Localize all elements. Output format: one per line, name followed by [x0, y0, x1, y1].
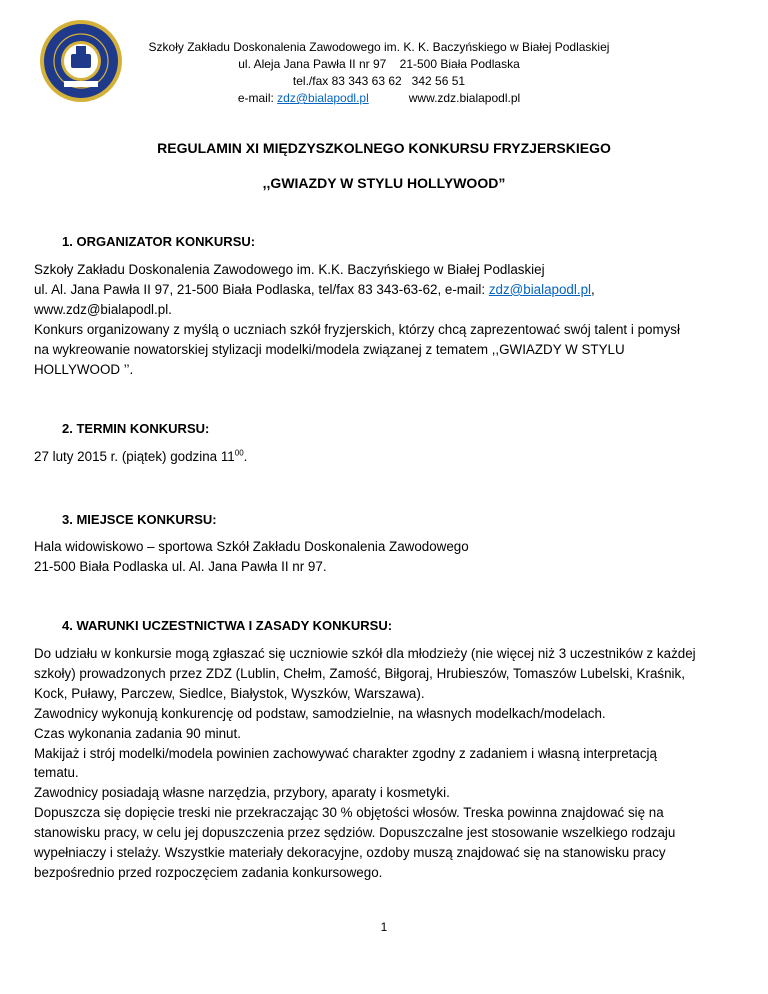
section-2-body: 27 luty 2015 r. (piątek) godzina $11^{00}$. — [34, 448, 248, 464]
paragraph-line: Czas wykonania zadania 90 minut. — [34, 725, 241, 741]
paragraph-line: tematu. — [34, 765, 79, 781]
letterhead — [130, 39, 628, 107]
paragraph-line: Makijaż i strój modelki/modela powinien zachowywać charakter zgodny z zadaniem i własną interpretacją — [34, 745, 657, 761]
letterhead-line-2: ul. Aleja Jana Pawła II nr 97 21-500 Biała Podlaska — [238, 57, 520, 71]
header-website: www.zdz.bialapodl.pl — [408, 91, 521, 105]
paragraph-line: Zawodnicy wykonują konkurencję od podstaw, samodzielnie, na własnych modelkach/modelach. — [34, 705, 606, 721]
section-4-heading: 4. WARUNKI UCZESTNICTWA I ZASADY KONKURSU: — [62, 618, 393, 633]
section-2-heading: 2. TERMIN KONKURSU: — [62, 421, 210, 436]
paragraph-line: Kock, Puławy, Parczew, Siedlce, Białystok, Wyszków, Warszawa). — [34, 685, 425, 701]
paragraph-line: stanowisku pracy, w celu jej dopuszczenia przez sędziów. Dopuszczalne jest stosowanie wszelkiego rodzaju — [34, 825, 676, 841]
page-number: 1 — [380, 920, 388, 934]
paragraph-line: Dopuszcza się dopięcie treski nie przekraczając 30 % objętości włosów. Treska powinna znajdować się na — [34, 805, 664, 821]
paragraph-line: szkoły) prowadzonych przez ZDZ (Lublin, Chełm, Zamość, Biłgoraj, Hrubieszów, Tomaszów Lubelski, Kraśnik, — [34, 665, 685, 681]
paragraph-line: Zawodnicy posiadają własne narzędzia, przybory, aparaty i kosmetyki. — [34, 785, 450, 801]
section-3-heading: 3. MIEJSCE KONKURSU: — [62, 512, 217, 527]
header-email-link[interactable]: zdz@bialapodl.pl — [277, 91, 369, 105]
section-3-body: Hala widowiskowo – sportowa Szkół Zakładu Doskonalenia Zawodowego 21-500 Biała Podlaska ul. Al. Jana Pawła II nr 97. — [34, 539, 469, 574]
section-1-email-link[interactable]: zdz@bialapodl.pl — [488, 281, 591, 297]
paragraph-line: Do udziału w konkursie mogą zgłaszać się uczniowie szkół dla młodzieży (nie więcej niż 3 uczestników z każdej — [34, 646, 696, 661]
document-title-line-1: REGULAMIN XI MIĘDZYSZKOLNEGO KONKURSU FRYZJERSKIEGO — [157, 140, 611, 156]
letterhead-line-4: e-mail: zdz@bialapodl.pl www.zdz.bialapodl.pl — [237, 91, 521, 105]
document-title-line-2: ,,GWIAZDY W STYLU HOLLYWOOD” — [262, 175, 506, 191]
paragraph-line: wypełniaczy i stelaży. Wszystkie materiały dekoracyjne, ozdoby muszą znajdować się na stanowisku pracy — [34, 845, 666, 861]
section-1-body: Szkoły Zakładu Doskonalenia Zawodowego im. K.K. Baczyńskiego w Białej Podlaskiej ul. Al. Jana Pawła II 97, 21-500 Biała Podlaska, tel/fax 83 343-63-62, e-mail: zdz@bialapodl.pl, www.zdz@bialapodl.pl. Konkurs organizowany z myślą o uczniach szkół fryzjerskich, którzy chcą zaprezentować swój talent i pomysł na wykreowanie nowatorskiej stylizacji modelki/modela związanej z tematem ,,GWIAZDY W STYLU HOLLYWOOD ’’. — [34, 262, 680, 377]
section-1-heading: 1. ORGANIZATOR KONKURSU: — [62, 234, 256, 249]
section-4-body — [34, 644, 734, 883]
letterhead-line-3: tel./fax 83 343 63 62 342 56 51 — [292, 74, 466, 88]
school-logo — [38, 18, 124, 104]
paragraph-line: bezpośrednio przed rozpoczęciem zadania konkursowego. — [34, 864, 383, 880]
letterhead-line-1: Szkoły Zakładu Doskonalenia Zawodowego im. K. K. Baczyńskiego w Białej Podlaskiej — [148, 40, 610, 54]
